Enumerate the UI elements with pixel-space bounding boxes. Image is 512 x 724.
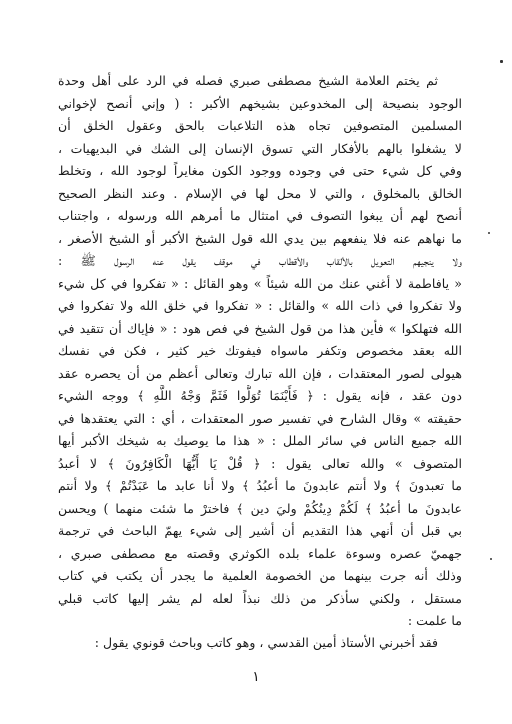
text-line: حقيقته » وقال الشارح في تفسير صور المعتقدات ، أي : التي يعتقدها في (58, 410, 462, 426)
text-line: فقد أخبرني الأستاذ أمين القدسي ، وهو كاتب وباحث قونوي يقول : (94, 635, 438, 650)
scan-speck (490, 558, 492, 560)
text-line: الوجود بنصيحة إلى المخدوعين بشيخهم الأكبر : ( وإني أنصح لإخواني (58, 95, 462, 111)
scan-speck (500, 60, 503, 63)
text-line: الله بعقد مخصوص وتكفر ماسواه فيفوتك خير كثير ، فكن في نفسك (58, 343, 462, 358)
text-line: لا يشغلوا بالهم بالأفكار التي تسوق الإنسان إلى الشك في البديهيات ، (58, 140, 462, 156)
text-line: ما تعبدونَ ﴾ ولا أنتم عابدونَ ما أعبُدُ ﴾ ولا أنا عابد ما عَبَدْتُمْ ﴾ ولا أنتم (58, 478, 462, 493)
text-line: عابدونَ ما أعبُدُ ﴾ لَكُمْ دِينُكُمْ وليَ دين ﴾ فاخترْ ما شئت منهما ) ويحسن (58, 500, 462, 516)
scan-speck (488, 232, 490, 234)
text-line: دون عقد ، فإنه يقول : ﴿ فَأَيْنَمَا تُوَلُّوا فَثَمَّ وَجْهُ اللَّهِ ﴾ ووجه الشيء (58, 388, 462, 403)
text-line: ولا تفكروا في ذات الله » والقائل : « تفكروا في خلق الله ولا تفكروا في (58, 298, 462, 313)
text-line: وفي كل شيء حتى في وجوده ووجود الكون مغايراً لوجود الله ، وتخلط (58, 163, 462, 178)
text-line: ما نهاهم عنه فلا ينفعهم بين يدي الله قول الشيخ الأكبر أو الشيخ الأصغر ، (58, 230, 462, 246)
text-line: « يافاطمة لا أغني عنك من الله شيئاً » وهو القائل : « تفكروا في كل شيء (58, 275, 462, 291)
text-line: الله جميع الناس في سائر الملل : « هذا ما يوصيك به شيخك الأكبر أيها (58, 433, 462, 448)
text-line: المتصوف » والله تعالى يقول : ﴿ قُلْ يَا أَيُّهَا الْكَافِرُونَ ﴾ لا أعبدُ (58, 455, 462, 471)
text-line: ثم يختم العلامة الشيخ مصطفى صبري فصله في الرد على أهل وحدة (58, 73, 438, 88)
main-paragraph (58, 70, 462, 633)
text-line: الخالق بالمخلوق ، والتي لا محل لها في الإسلام . وعند النظر الصحيح (58, 185, 462, 201)
text-line: المسلمين المتصوفين تجاه هذه التلاعبات بالحق وعقول الخلق أن (58, 118, 462, 133)
text-line: ولا ينجيهم التعويل بالألقاب والأقطاب في موقف يقول عنه الرسول ﷺ : (58, 253, 462, 268)
text-line: ما علمت : (407, 613, 462, 628)
text-line: مستقل ، ولكني سأذكر من ذلك نبذاً لعله لم يشر إليها كاتب قبلي (58, 590, 462, 606)
second-paragraph (58, 632, 462, 655)
text-line: الله فتهلكوا » فأين هذا من قول الشيخ في فص هود : « فإياك أن تتقيد في (58, 320, 462, 336)
text-line: وذلك أنه جرت بينهما من الخصومة العلمية ما يجدر أن يكتب في كتاب (58, 568, 462, 583)
text-line: هيولى لصور المعتقدات ، فإن الله تبارك وتعالى أعظم من أن يحصره عقد (58, 365, 462, 381)
text-line: جهميّ عصره وسوءة علماء بلده الكوثري وقصته مع مصطفى صبري ، (58, 545, 462, 561)
text-line: أنصح لهم أن يبغوا التصوف في امتثال ما أمرهم الله ورسوله ، واجتناب (58, 208, 462, 223)
text-line: بي قبل أن أنهي هذا التقديم أن أشير إلى شيء يهمّ الباحث في ترجمة (58, 523, 462, 538)
page-number: ١ (252, 669, 260, 685)
